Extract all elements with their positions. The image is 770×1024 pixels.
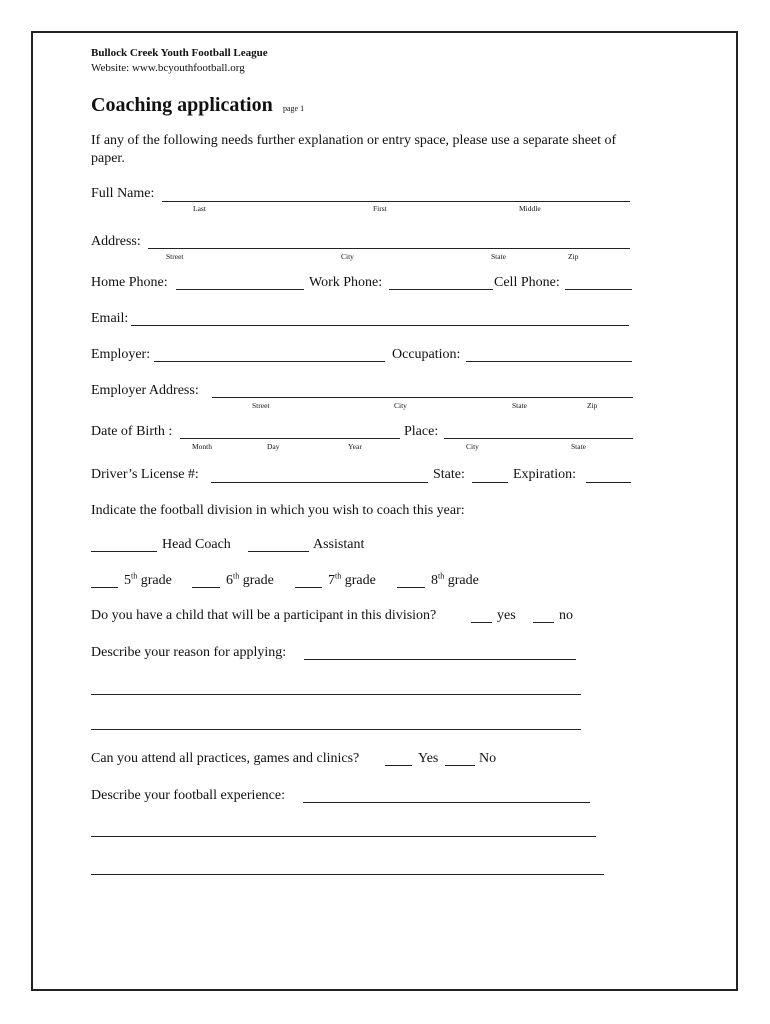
state-label: State: <box>433 467 465 482</box>
cell-phone-label: Cell Phone: <box>494 275 560 290</box>
state-field[interactable] <box>472 482 508 483</box>
place-field[interactable] <box>444 438 633 439</box>
drivers-license-field[interactable] <box>211 482 428 483</box>
emp-address-sub-street: Street <box>252 401 270 410</box>
reason-label: Describe your reason for applying: <box>91 645 287 660</box>
email-label: Email: <box>91 311 129 326</box>
work-phone-label: Work Phone: <box>309 275 383 290</box>
emp-address-sub-state: State <box>512 401 527 410</box>
page-title: Coaching application <box>91 94 273 116</box>
email-field[interactable] <box>131 325 629 326</box>
experience-field-1[interactable] <box>303 802 590 803</box>
assistant-blank[interactable] <box>248 551 309 552</box>
page-number: page 1 <box>283 104 305 113</box>
occupation-label: Occupation: <box>392 347 461 362</box>
employer-label: Employer: <box>91 347 151 362</box>
full-name-sub-first: First <box>373 204 387 213</box>
intro-text-2: paper. <box>91 151 125 166</box>
grade-7-label: 7th grade <box>328 571 376 588</box>
child-no-label: no <box>559 608 573 623</box>
child-question: Do you have a child that will be a participant in this division? <box>91 608 437 623</box>
attend-no-blank[interactable] <box>445 765 475 766</box>
address-label: Address: <box>91 234 141 249</box>
place-sub-state: State <box>571 442 586 451</box>
attend-no-label: No <box>479 751 497 766</box>
drivers-license-label: Driver’s License #: <box>91 467 199 482</box>
occupation-field[interactable] <box>466 361 632 362</box>
dob-label: Date of Birth : <box>91 424 173 439</box>
place-sub-city: City <box>466 442 479 451</box>
grade-8-label: 8th grade <box>431 571 479 588</box>
home-phone-field[interactable] <box>176 289 304 290</box>
employer-field[interactable] <box>154 361 385 362</box>
head-coach-blank[interactable] <box>91 551 157 552</box>
website-text: Website: www.bcyouthfootball.org <box>91 62 245 74</box>
attend-yes-label: Yes <box>418 751 439 766</box>
address-sub-zip: Zip <box>568 252 579 261</box>
grade-6-label: 6th grade <box>226 571 274 588</box>
grade-7-blank[interactable] <box>295 587 322 588</box>
head-coach-label: Head Coach <box>162 537 231 552</box>
child-no-blank[interactable] <box>533 622 554 623</box>
full-name-sub-middle: Middle <box>519 204 541 213</box>
employer-address-field[interactable] <box>212 397 633 398</box>
division-prompt: Indicate the football division in which you wish to coach this year: <box>91 503 465 518</box>
full-name-field[interactable] <box>162 201 630 202</box>
employer-address-label: Employer Address: <box>91 383 199 398</box>
dob-field[interactable] <box>180 438 400 439</box>
grade-5-blank[interactable] <box>91 587 118 588</box>
attend-yes-blank[interactable] <box>385 765 412 766</box>
reason-field-3[interactable] <box>91 729 581 730</box>
address-sub-street: Street <box>166 252 184 261</box>
emp-address-sub-city: City <box>394 401 407 410</box>
child-yes-label: yes <box>497 608 516 623</box>
work-phone-field[interactable] <box>389 289 493 290</box>
dob-sub-year: Year <box>348 442 362 451</box>
grade-8-blank[interactable] <box>397 587 425 588</box>
experience-field-3[interactable] <box>91 874 604 875</box>
attend-question: Can you attend all practices, games and clinics? <box>91 751 360 766</box>
address-field[interactable] <box>148 248 630 249</box>
address-sub-city: City <box>341 252 354 261</box>
place-label: Place: <box>404 424 439 439</box>
child-yes-blank[interactable] <box>471 622 492 623</box>
grade-6-blank[interactable] <box>192 587 220 588</box>
dob-sub-day: Day <box>267 442 280 451</box>
reason-field-2[interactable] <box>91 694 581 695</box>
experience-field-2[interactable] <box>91 836 596 837</box>
intro-text-1: If any of the following needs further explanation or entry space, please use a separate sheet of <box>91 133 617 148</box>
cell-phone-field[interactable] <box>565 289 632 290</box>
full-name-label: Full Name: <box>91 186 155 201</box>
reason-field-1[interactable] <box>304 659 576 660</box>
expiration-label: Expiration: <box>513 467 576 482</box>
dob-sub-month: Month <box>192 442 213 451</box>
address-sub-state: State <box>491 252 506 261</box>
org-name: Bullock Creek Youth Football League <box>91 47 268 59</box>
experience-label: Describe your football experience: <box>91 788 285 803</box>
full-name-sub-last: Last <box>193 204 206 213</box>
home-phone-label: Home Phone: <box>91 275 168 290</box>
emp-address-sub-zip: Zip <box>587 401 598 410</box>
assistant-label: Assistant <box>313 537 365 552</box>
expiration-field[interactable] <box>586 482 631 483</box>
grade-5-label: 5th grade <box>124 571 172 588</box>
